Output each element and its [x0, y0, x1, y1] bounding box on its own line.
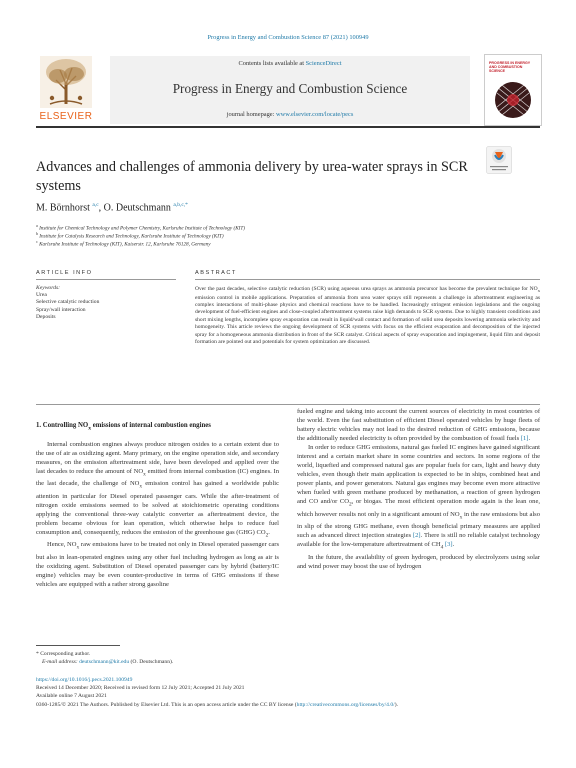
footnotes	[36, 650, 336, 666]
journal-citation[interactable]: Progress in Energy and Combustion Science 87 (2021) 100949	[207, 34, 369, 41]
cover-title: PROGRESS IN ENERGY AND COMBUSTION SCIENCE	[489, 61, 531, 74]
sciencedirect-link[interactable]: ScienceDirect	[305, 60, 342, 67]
footnote-rule	[36, 645, 120, 646]
corresponding-author-note: * Corresponding author.	[36, 651, 91, 657]
section-heading: 1. Controlling $NO_x$ emissions of internal combustion engines	[36, 422, 211, 432]
journal-cover[interactable]	[484, 54, 542, 126]
citation-link[interactable]: [2]	[412, 532, 421, 540]
online-date: Available online 7 August 2021	[36, 693, 107, 700]
paragraph: fueled engine and taking into account the current sources of electricity in most countries of the world. Even the fast substitution of efficient Diesel operated vehicles by huge fleets of battery electric vehicles may not lead to the desired reduction of GHG emissions, because the additionally needed electricity is often provided by the combustion of fossil fuels [1].	[297, 408, 540, 443]
author-name[interactable]: M. Börnhorst	[36, 202, 90, 214]
paragraph: In order to reduce GHG emissions, natural gas fueled IC engines have gained significant interest and a certain market share in some countries and sectors. In some regions of the world, liquefied and compressed natural gas are popular fuels for cars, light and heavy duty vehicles, even though their main application is expected to be in ships, combined heat and power plants, and power generators. Natural gas engines may become even more attractive when fueled with green methane produced by methanation, a reaction of green hydrogen and CO and/or $CO_2$, or biogas. The most efficient operation mode again is the lean one, which however results not only in a significant amount of $NO_x$ in the raw emissions but also in slip of the strong GHG methane, even though beneficial primary measures are applied such as advanced direct injection strategies [2]. There is still no reliable catalyst technology available for the low-temperature aftertreatment of $CH_4$ [3].	[297, 444, 541, 551]
license-link[interactable]: http://creativecommons.org/licenses/by/4.0/	[296, 701, 395, 708]
author-affil-sup[interactable]: a,c	[92, 202, 99, 208]
abstract-text: Over the past decades, selective catalytic reduction (SCR) using aqueous urea sprays as ammonia precursor has become the prevalent technique for $NO_x$ emission control in mobile applications. Preparation of ammonia from urea water sprays still represents a challenge in aftertreatment engineering as complex interactions of multi-phase physics and chemical reactions have to be handled. Increasingly stringent emission legislations and the ongoing development of fuel-efficient engines and close-coupled aftertreatment systems raise high demands to SCR systems. Due to highly transient conditions and short mixing lengths, incomplete spray evaporation can result in liquid/wall contact and formation of solid urea deposits lowering ammonia selectivity and homogeneity. This article reviews the ongoing development of SCR systems with focus on the efficient evaporation and decomposition of the injected spray for a homogeneous ammonia distribution in front of the SCR catalyst. Critical aspects of spray evaporation and impingement, liquid film and deposit formation are pointed out and potentials for system optimization are discussed.	[195, 286, 540, 346]
header-rule	[36, 126, 540, 128]
license-line: 0360-1285/© 2021 The Authors. Published by Elsevier Ltd. This is an open access article under the CC BY license (http://creativecommons.org/licenses/by/4.0/).	[36, 701, 398, 708]
author-name[interactable]: O. Deutschmann	[103, 202, 171, 214]
article-title: Advances and challenges of ammonia delivery by urea-water sprays in SCR systems	[36, 159, 468, 194]
publisher-name: ELSEVIER	[39, 111, 93, 122]
keywords-label: Keywords:	[36, 285, 61, 291]
abstract-rule	[195, 279, 540, 280]
contents-line	[110, 60, 470, 67]
affiliation: $^a$ Institute for Chemical Technology and Polymer Chemistry, Karlsruhe Institute of Technology (KIT)	[36, 223, 246, 232]
cover-image-icon	[491, 79, 535, 121]
author-affil-sup[interactable]: a,b,c,*	[173, 202, 188, 208]
abstract-label: ABSTRACT	[195, 270, 237, 276]
publication-info	[36, 676, 540, 709]
paragraph: In the future, the availability of green hydrogen, produced by electrolyzers using solar and wind power may boost the use of hydrogen	[297, 553, 540, 570]
body-column-right	[297, 407, 540, 571]
paragraph: Hence, $NO_x$ raw emissions have to be treated not only in Diesel operated passenger cars but also in lean-operated engines using any other fuel including hydrogen as long as air is the oxidizing agent. Substitution of Diesel operated passenger cars by hybrid (battery/IC engine) vehicles may be even counter-productive in terms of GHG emissions if these vehicles are equipped with a rather strong gasoline	[36, 541, 280, 588]
homepage-link[interactable]: www.elsevier.com/locate/pecs	[276, 111, 354, 118]
abstract-bottom-rule	[36, 404, 540, 405]
elsevier-tree-logo-icon	[36, 54, 96, 110]
contents-prefix: Contents lists available at	[238, 60, 306, 67]
keywords-list	[36, 285, 176, 321]
keyword[interactable]: Urea	[36, 292, 47, 299]
journal-name: Progress in Energy and Combustion Science	[172, 81, 408, 96]
check-for-updates-icon[interactable]	[486, 146, 512, 174]
email-line: E-mail address: deutschmann@kit.edu (O. Deutschmann).	[42, 659, 174, 665]
affiliation: $^c$ Karlsruhe Institute of Technology (KIT), Kaiserstr. 12, Karlsruhe 76128, Germany	[36, 239, 211, 248]
doi-link[interactable]: https://doi.org/10.1016/j.pecs.2021.100949	[36, 677, 133, 683]
author-list: M. Börnhorst $^{a,c}$, O. Deutschmann $^{a,b,c,*}$	[36, 202, 188, 214]
citation-link[interactable]: [3]	[444, 541, 453, 549]
email-link[interactable]: deutschmann@kit.edu	[79, 659, 130, 665]
keyword[interactable]: Spray/wall interaction	[36, 306, 86, 313]
body-column-left	[36, 440, 279, 589]
paragraph: Internal combustion engines always produce nitrogen oxides to a certain extent due to the use of air as oxidizing agent. Many primary, on the engine operation side, and secondary measures, on the emission aftertreatment side, have been developed and applied over the last decades to reduce the amount of $NO_x$ emitted from internal combustion (IC) engines. In the last decade, the challenge of $NO_x$ emission control has gained a worldwide public attention in particular for Diesel operated passenger cars. While the after-treatment of nitrogen oxide emissions seemed to be solved at stoichiometric operating conditions applying the conventional three-way catalytic converter as aftertreatment device, the problem became obvious for lean operation, which otherwise helps to reduce fuel consumption and, consequently, reduces the emission of the greenhouse gas (GHG) $CO_2$.	[36, 441, 279, 539]
article-info-label: ARTICLE INFO	[36, 270, 93, 276]
citation-link[interactable]: [1]	[520, 435, 529, 443]
keyword[interactable]: Selective catalytic reduction	[36, 299, 100, 306]
received-dates: Received 14 December 2020; Received in revised form 12 July 2021; Accepted 21 July 2021	[36, 685, 245, 692]
article-info-rule	[36, 279, 176, 280]
homepage-line	[110, 111, 470, 118]
keyword[interactable]: Deposits	[36, 313, 56, 320]
homepage-prefix: journal homepage:	[226, 111, 277, 118]
affiliation: $^b$ Institute for Catalysis Research and Technology, Karlsruhe Institute of Technology (KIT)	[36, 231, 224, 240]
